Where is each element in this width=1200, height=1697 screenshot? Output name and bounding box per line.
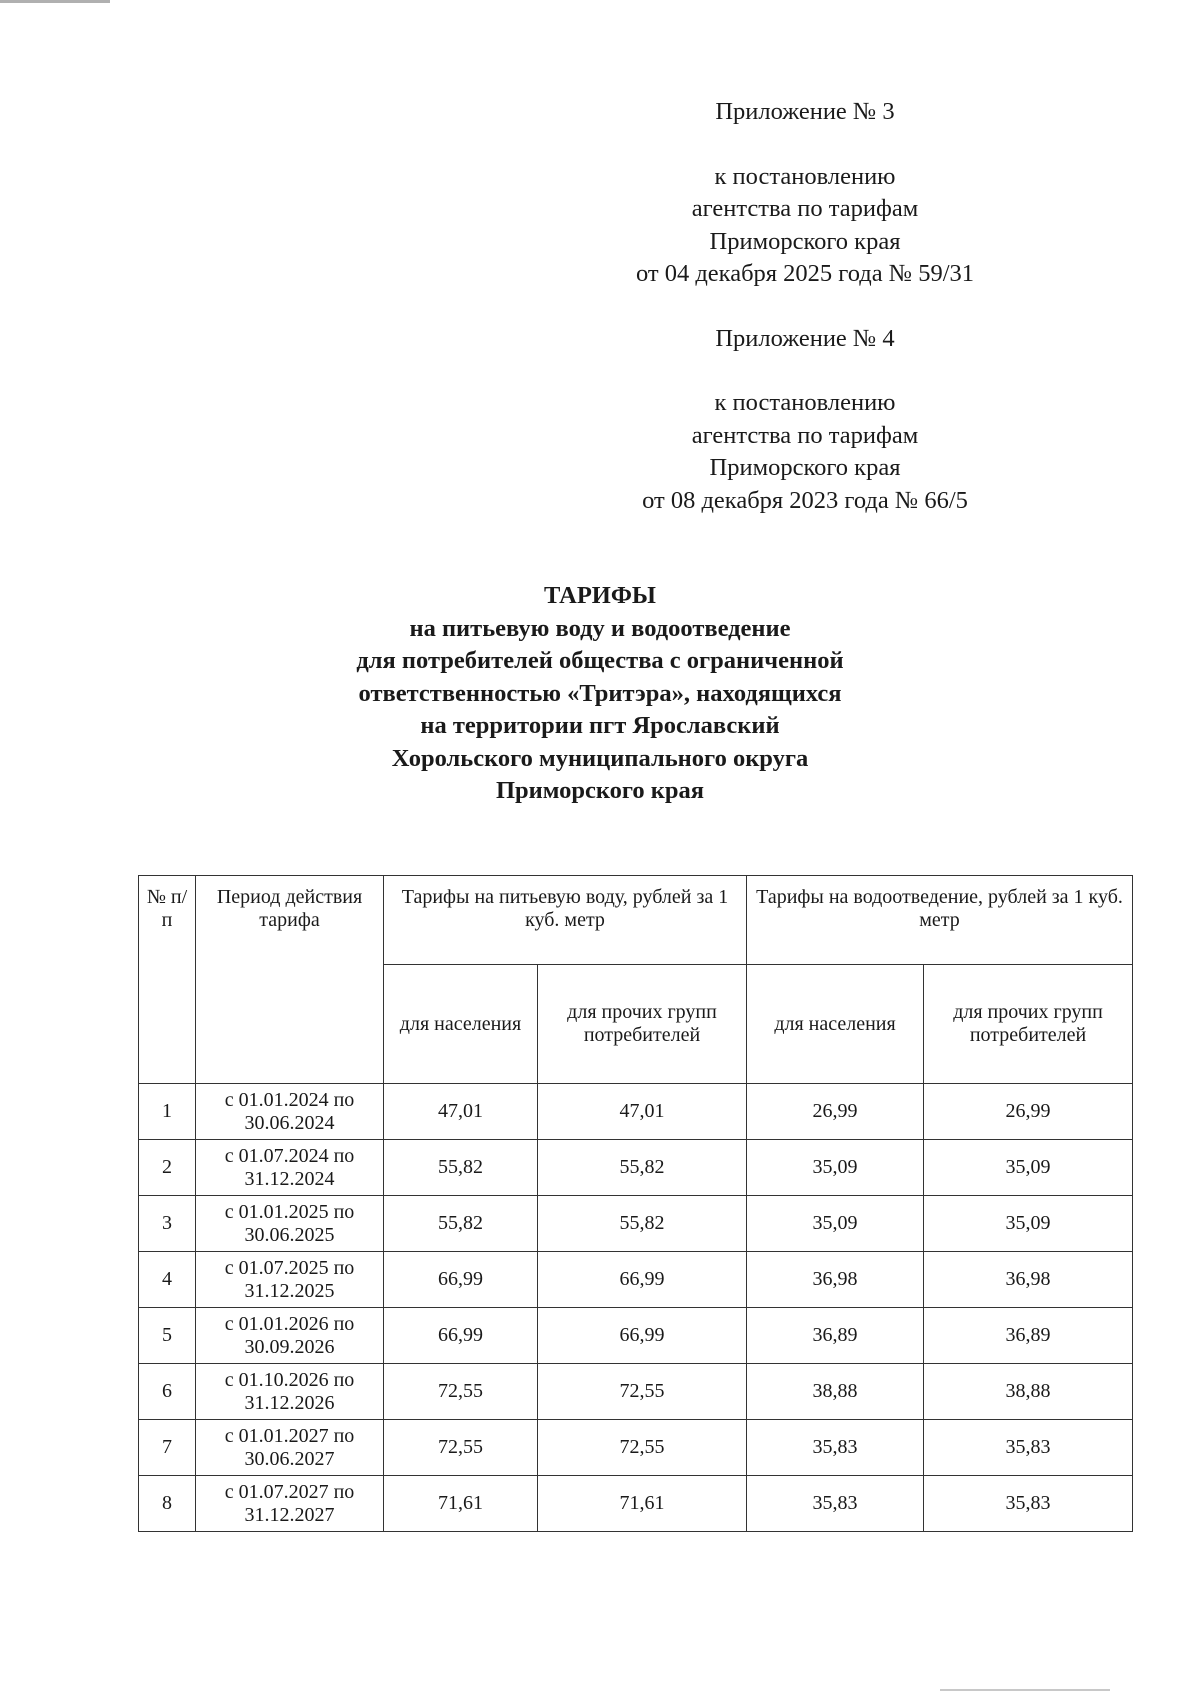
header-number: № п/п (139, 876, 196, 1084)
annex-4-line: Приморского края (709, 454, 901, 481)
header-water-population: для населения (384, 965, 538, 1084)
wastewater-population-value: 38,88 (747, 1364, 924, 1420)
wastewater-other-value: 36,98 (924, 1252, 1133, 1308)
water-other-value: 71,61 (538, 1476, 747, 1532)
table-row (139, 1420, 1133, 1476)
wastewater-other-value: 35,83 (924, 1476, 1133, 1532)
wastewater-population-value: 35,09 (747, 1196, 924, 1252)
wastewater-population-value: 35,09 (747, 1140, 924, 1196)
row-period: с 01.07.2025 по 31.12.2025 (196, 1252, 384, 1308)
table-row (139, 1476, 1133, 1532)
annex-4-line: к постановлению (714, 389, 896, 416)
tariffs-table (138, 875, 1133, 1532)
wastewater-population-value: 36,89 (747, 1308, 924, 1364)
annex-4-title: Приложение № 4 (715, 324, 895, 352)
row-number: 3 (139, 1196, 196, 1252)
table-row (139, 1196, 1133, 1252)
water-other-value: 55,82 (538, 1196, 747, 1252)
wastewater-other-value: 35,09 (924, 1196, 1133, 1252)
annex-3-line: агентства по тарифам (691, 195, 919, 222)
header-water-group: Тарифы на питьевую воду, рублей за 1 куб. метр (384, 876, 747, 965)
wastewater-population-value: 35,83 (747, 1476, 924, 1532)
wastewater-other-value: 26,99 (924, 1084, 1133, 1140)
row-period: с 01.10.2026 по 31.12.2026 (196, 1364, 384, 1420)
wastewater-other-value: 35,09 (924, 1140, 1133, 1196)
header-wastewater-population: для населения (747, 965, 924, 1084)
title-heading: ТАРИФЫ (544, 582, 656, 609)
table-row (139, 1364, 1133, 1420)
annex-3-line: от 04 декабря 2025 года № 59/31 (635, 260, 975, 287)
row-number: 4 (139, 1252, 196, 1308)
water-population-value: 55,82 (384, 1196, 538, 1252)
annex-3-line: Приморского края (709, 227, 901, 255)
row-number: 7 (139, 1420, 196, 1476)
title-line: ответственностью «Тритэра», находящихся (358, 679, 842, 707)
water-population-value: 72,55 (384, 1420, 538, 1476)
row-number: 1 (139, 1084, 196, 1140)
row-period: с 01.01.2027 по 30.06.2027 (196, 1420, 384, 1476)
title-line: для потребителей общества с ограниченной (356, 647, 844, 674)
water-population-value: 47,01 (384, 1084, 538, 1140)
header-period: Период действия тарифа (196, 876, 384, 1084)
water-other-value: 47,01 (538, 1084, 747, 1140)
annex-block (570, 96, 1040, 517)
scan-edge-mark (940, 1689, 1110, 1691)
header-wastewater-group: Тарифы на водоотведение, рублей за 1 куб. метр (747, 876, 1133, 965)
water-other-value: 72,55 (538, 1364, 747, 1420)
title-line: Приморского края (495, 777, 705, 804)
title-line: на питьевую воду и водоотведение (409, 614, 791, 642)
header-wastewater-other: для прочих групп потребителей (924, 965, 1133, 1084)
row-number: 8 (139, 1476, 196, 1532)
water-other-value: 72,55 (538, 1420, 747, 1476)
row-period: с 01.01.2025 по 30.06.2025 (196, 1196, 384, 1252)
row-number: 5 (139, 1308, 196, 1364)
row-period: с 01.07.2024 по 31.12.2024 (196, 1140, 384, 1196)
water-other-value: 66,99 (538, 1308, 747, 1364)
title-line: Хорольского муниципального округа (391, 744, 809, 772)
wastewater-other-value: 36,89 (924, 1308, 1133, 1364)
row-period: с 01.01.2024 по 30.06.2024 (196, 1084, 384, 1140)
row-number: 6 (139, 1364, 196, 1420)
wastewater-other-value: 35,83 (924, 1420, 1133, 1476)
row-number: 2 (139, 1140, 196, 1196)
table-row (139, 1252, 1133, 1308)
annex-4-line: от 08 декабря 2023 года № 66/5 (642, 486, 968, 514)
water-other-value: 66,99 (538, 1252, 747, 1308)
wastewater-population-value: 26,99 (747, 1084, 924, 1140)
water-population-value: 66,99 (384, 1252, 538, 1308)
annex-3-line: к постановлению (714, 162, 896, 190)
wastewater-other-value: 38,88 (924, 1364, 1133, 1420)
water-population-value: 55,82 (384, 1140, 538, 1196)
table-row (139, 1084, 1133, 1140)
annex-4-line: агентства по тарифам (691, 421, 919, 449)
wastewater-population-value: 36,98 (747, 1252, 924, 1308)
water-other-value: 55,82 (538, 1140, 747, 1196)
document-title (0, 580, 1200, 808)
water-population-value: 71,61 (384, 1476, 538, 1532)
header-water-other: для прочих групп потребителей (538, 965, 747, 1084)
row-period: с 01.07.2027 по 31.12.2027 (196, 1476, 384, 1532)
table-row (139, 1140, 1133, 1196)
water-population-value: 72,55 (384, 1364, 538, 1420)
title-line: на территории пгт Ярославский (420, 712, 780, 739)
table-row (139, 1308, 1133, 1364)
row-period: с 01.01.2026 по 30.09.2026 (196, 1308, 384, 1364)
wastewater-population-value: 35,83 (747, 1420, 924, 1476)
water-population-value: 66,99 (384, 1308, 538, 1364)
scan-edge-mark (0, 0, 110, 3)
annex-3-title: Приложение № 3 (715, 98, 895, 125)
